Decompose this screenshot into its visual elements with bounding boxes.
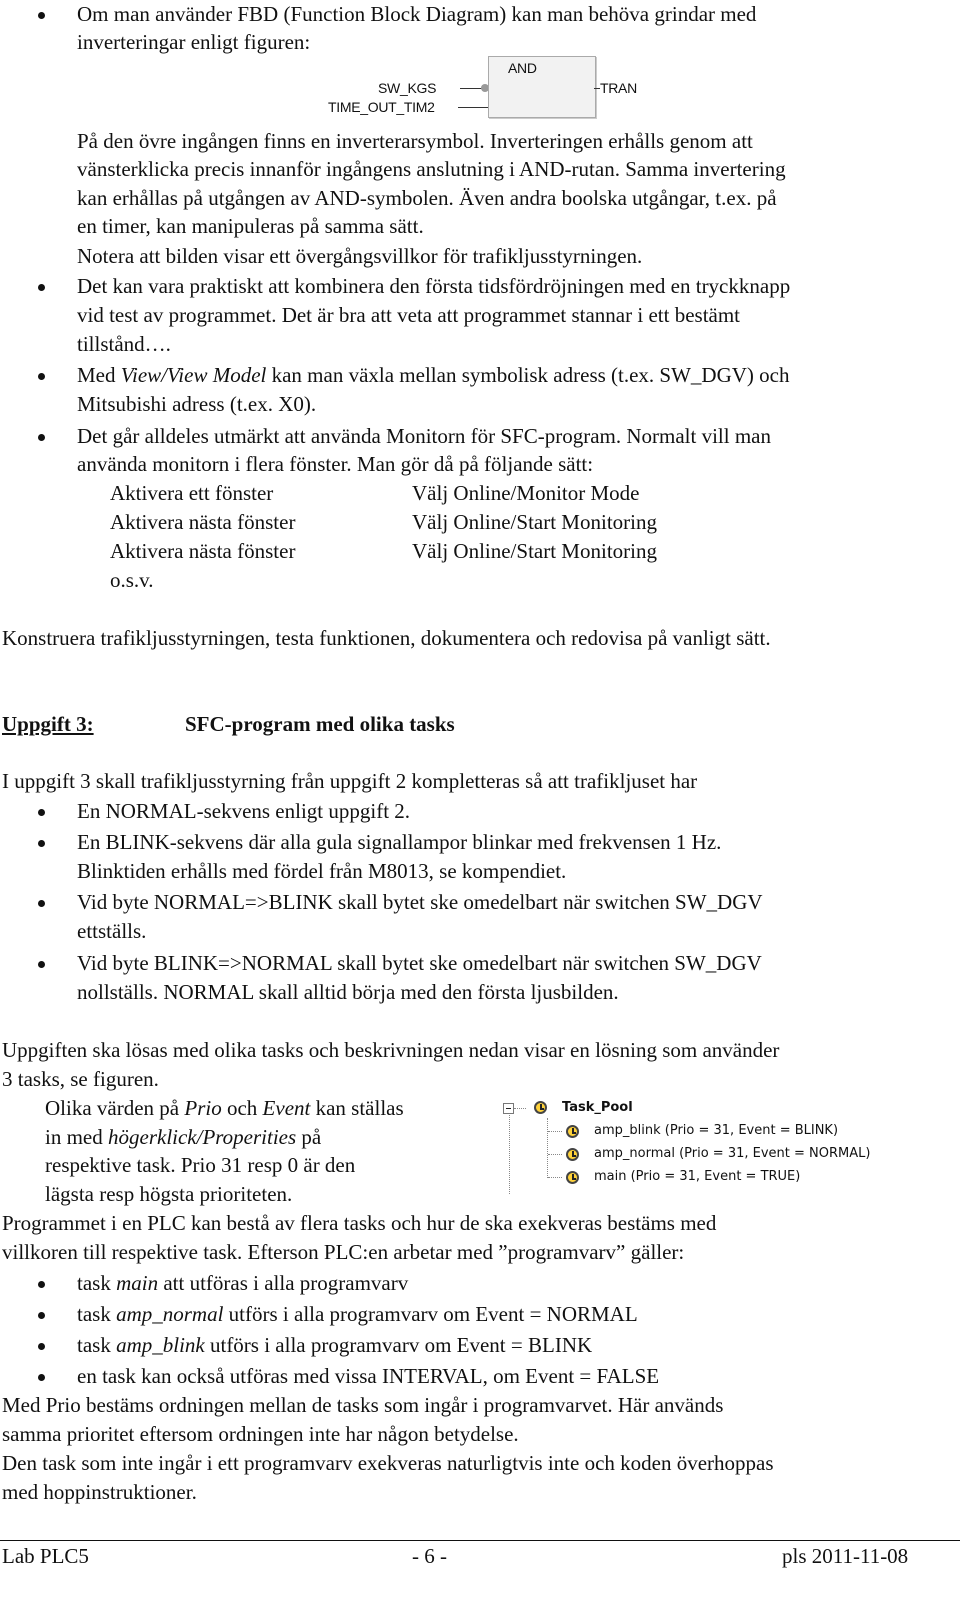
- paragraph-line: använda monitorn i flera fönster. Man gör då på följande sätt:: [77, 452, 594, 476]
- step-command: Välj Online/Start Monitoring: [412, 510, 657, 534]
- paragraph-line: Notera att bilden visar ett övergångsvillkor för trafikljusstyrningen.: [77, 244, 643, 268]
- tree-item-connector: [548, 1177, 562, 1178]
- fbd-input-1-line: [460, 88, 482, 89]
- paragraph-line: vid test av programmet. Det är bra att veta att programmet stannar i ett bestämt: [77, 303, 741, 327]
- bullet: [38, 1312, 45, 1319]
- tree-item-task[interactable]: amp_blink (Prio = 31, Event = BLINK): [594, 1123, 839, 1138]
- paragraph-line: villkoren till respektive task. Efterson PLC:en arbetar med ”programvarv” gäller:: [2, 1240, 685, 1264]
- list-item: Blinktiden erhålls med fördel från M8013, se kompendiet.: [77, 859, 567, 883]
- bullet: [38, 809, 45, 816]
- tree-item-connector: [548, 1131, 562, 1132]
- tree-collapse-minus: [506, 1108, 511, 1109]
- paragraph-line: Om man använder FBD (Function Block Diagram) kan man behöva grindar med: [77, 2, 757, 26]
- fbd-input-1-label: SW_KGS: [378, 80, 437, 96]
- paragraph-line: Konstruera trafikljusstyrningen, testa funktionen, dokumentera och redovisa på vanligt sätt.: [2, 626, 771, 650]
- bullet: [38, 1374, 45, 1381]
- paragraph-line: vänsterklicka precis innanför ingångens anslutning i AND-rutan. Samma invertering: [77, 157, 786, 181]
- paragraph-line: Det går alldeles utmärkt att använda Monitorn för SFC-program. Normalt vill man: [77, 424, 772, 448]
- task-pool-tree: [500, 1094, 880, 1196]
- paragraph-line: Den task som inte ingår i ett programvarv exekveras naturligtvis inte och koden överhoppas: [2, 1451, 774, 1475]
- footer-right: pls 2011-11-08: [782, 1544, 909, 1568]
- paragraph-line: kan erhållas på utgången av AND-symbolen. Även andra boolska utgångar, t.ex. på: [77, 186, 777, 210]
- paragraph-line: Programmet i en PLC kan bestå av flera tasks och hur de ska exekveras bestäms med: [2, 1211, 717, 1235]
- list-item: task amp_blink utförs i alla programvarv om Event = BLINK: [77, 1333, 593, 1357]
- list-item: En NORMAL-sekvens enligt uppgift 2.: [77, 799, 411, 823]
- fbd-block-label: AND: [508, 60, 537, 76]
- bullet: [38, 1281, 45, 1288]
- paragraph-line: tillstånd….: [77, 332, 171, 356]
- paragraph-line: in med högerklick/Properities på: [45, 1125, 322, 1149]
- tree-root-label[interactable]: Task_Pool: [562, 1100, 633, 1115]
- step-command: Välj Online/Start Monitoring: [412, 539, 657, 563]
- tree-item-task[interactable]: amp_normal (Prio = 31, Event = NORMAL): [594, 1146, 871, 1161]
- step-action: Aktivera ett fönster: [110, 481, 274, 505]
- fbd-figure: [320, 56, 660, 118]
- tree-vertical-line: [509, 1110, 510, 1194]
- task-clock-icon: [566, 1171, 579, 1184]
- task-pool-clock-icon: [534, 1101, 547, 1114]
- footer-rule: [0, 1540, 960, 1541]
- list-item: En BLINK-sekvens där alla gula signallampor blinkar med frekvensen 1 Hz.: [77, 830, 722, 854]
- step-etc: o.s.v.: [110, 568, 154, 592]
- section-title: SFC-program med olika tasks: [185, 712, 455, 736]
- list-item: en task kan också utföras med vissa INTERVAL, om Event = FALSE: [77, 1364, 660, 1388]
- list-item: Vid byte BLINK=>NORMAL skall bytet ske omedelbart när switchen SW_DGV: [77, 951, 762, 975]
- step-action: Aktivera nästa fönster: [110, 510, 296, 534]
- fbd-and-block: [488, 56, 596, 118]
- paragraph-line: I uppgift 3 skall trafikljusstyrning från uppgift 2 kompletteras så att trafikljuset har: [2, 769, 698, 793]
- footer-left: Lab PLC5: [2, 1544, 89, 1568]
- bullet: [38, 373, 45, 380]
- step-action: Aktivera nästa fönster: [110, 539, 296, 563]
- paragraph-line: lägsta resp högsta prioriteten.: [45, 1182, 293, 1206]
- bullet: [38, 840, 45, 847]
- tree-item-task[interactable]: main (Prio = 31, Event = TRUE): [594, 1169, 801, 1184]
- paragraph-line: respektive task. Prio 31 resp 0 är den: [45, 1153, 356, 1177]
- list-item: task amp_normal utförs i alla programvarv om Event = NORMAL: [77, 1302, 638, 1326]
- list-item: Vid byte NORMAL=>BLINK skall bytet ske omedelbart när switchen SW_DGV: [77, 890, 763, 914]
- task-clock-icon: [566, 1148, 579, 1161]
- bullet: [38, 1343, 45, 1350]
- tree-root-connector: [514, 1108, 526, 1109]
- paragraph-line: inverteringar enligt figuren:: [77, 30, 311, 54]
- step-command: Välj Online/Monitor Mode: [412, 481, 640, 505]
- tree-vertical-line: [547, 1118, 548, 1178]
- tree-item-connector: [548, 1154, 562, 1155]
- bullet: [38, 900, 45, 907]
- paragraph-line: en timer, kan manipuleras på samma sätt.: [77, 214, 424, 238]
- paragraph-line: samma prioritet eftersom ordningen inte har någon betydelse.: [2, 1422, 519, 1446]
- paragraph-line: 3 tasks, se figuren.: [2, 1067, 159, 1091]
- task-clock-icon: [566, 1125, 579, 1138]
- fbd-input-2-line: [458, 107, 488, 108]
- bullet: [38, 12, 45, 19]
- fbd-output-label: TRAN: [600, 80, 637, 96]
- paragraph-line: Det kan vara praktiskt att kombinera den första tidsfördröjningen med en tryckknapp: [77, 274, 791, 298]
- page-number: - 6 -: [412, 1544, 447, 1568]
- paragraph-line: Med View/View Model kan man växla mellan symbolisk adress (t.ex. SW_DGV) och: [77, 363, 790, 387]
- bullet: [38, 961, 45, 968]
- bullet: [38, 284, 45, 291]
- paragraph-line: Mitsubishi adress (t.ex. X0).: [77, 392, 317, 416]
- list-item: ettställs.: [77, 919, 147, 943]
- list-item: nollställs. NORMAL skall alltid börja med den första ljusbilden.: [77, 980, 619, 1004]
- paragraph-line: med hoppinstruktioner.: [2, 1480, 197, 1504]
- paragraph-line: Med Prio bestäms ordningen mellan de tasks som ingår i programvarvet. Här används: [2, 1393, 724, 1417]
- section-label: Uppgift 3:: [2, 712, 94, 736]
- paragraph-line: Uppgiften ska lösas med olika tasks och beskrivningen nedan visar en lösning som använder: [2, 1038, 780, 1062]
- bullet: [38, 434, 45, 441]
- list-item: task main att utföras i alla programvarv: [77, 1271, 409, 1295]
- paragraph-line: På den övre ingången finns en inverterarsymbol. Inverteringen erhålls genom att: [77, 129, 753, 153]
- paragraph-line: Olika värden på Prio och Event kan ställas: [45, 1096, 404, 1120]
- fbd-input-2-label: TIME_OUT_TIM2: [328, 99, 435, 115]
